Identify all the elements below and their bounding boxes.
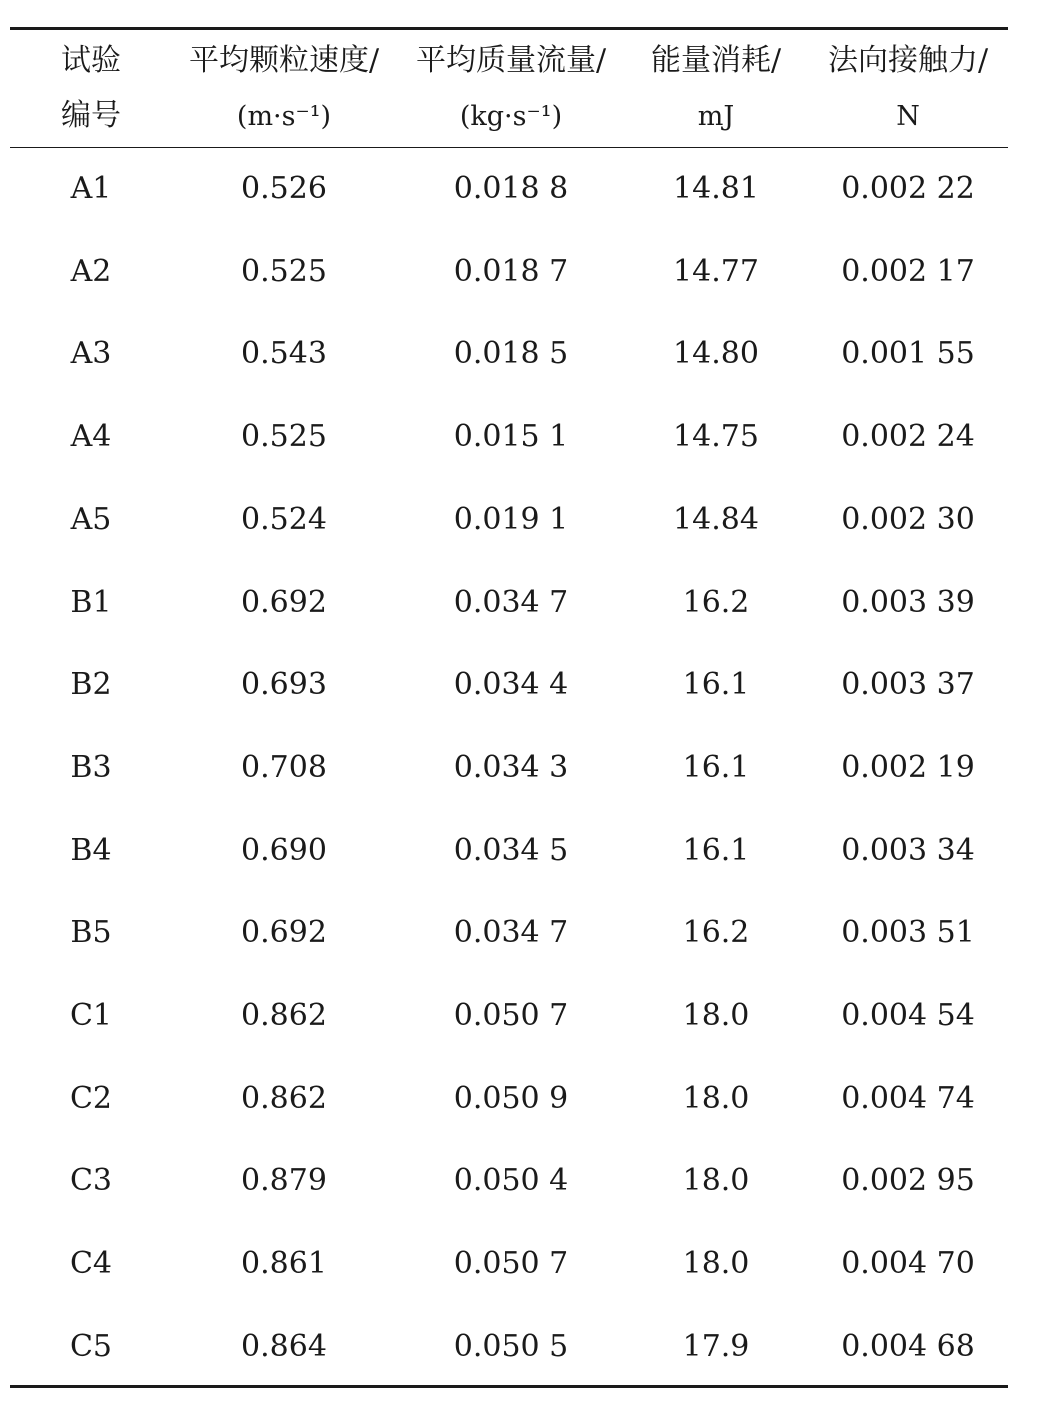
cell-particle-velocity: 0.862 <box>241 1081 327 1116</box>
header-particle-velocity-line1: 平均颗粒速度/ <box>188 43 380 78</box>
cell-particle-velocity: 0.525 <box>241 419 327 454</box>
cell-particle-velocity: 0.524 <box>241 502 327 537</box>
cell-normal-force: 0.003 37 <box>841 667 975 702</box>
header-mass-flow-unit: (kg·s⁻¹) <box>459 101 563 132</box>
cell-normal-force: 0.002 22 <box>841 171 975 206</box>
cell-mass-flow: 0.050 4 <box>453 1163 569 1198</box>
cell-test-id: A5 <box>70 502 112 537</box>
cell-mass-flow: 0.015 1 <box>453 419 569 454</box>
header-energy-line1: 能量消耗/ <box>650 43 782 78</box>
header-normal-force-unit: N <box>896 101 920 132</box>
cell-particle-velocity: 0.861 <box>241 1246 327 1281</box>
cell-normal-force: 0.002 24 <box>841 419 975 454</box>
header-mass-flow-line1: 平均质量流量/ <box>415 43 607 78</box>
cell-normal-force: 0.002 17 <box>841 254 975 289</box>
cell-energy: 14.75 <box>673 419 759 454</box>
cell-test-id: A3 <box>70 336 112 371</box>
cell-mass-flow: 0.034 7 <box>453 585 569 620</box>
cell-particle-velocity: 0.879 <box>241 1163 327 1198</box>
header-test-id-line1: 试验 <box>61 43 121 78</box>
cell-particle-velocity: 0.864 <box>241 1329 327 1364</box>
cell-energy: 16.2 <box>682 585 750 620</box>
cell-normal-force: 0.003 34 <box>841 833 975 868</box>
table-bottom-rule <box>10 1385 1008 1388</box>
cell-particle-velocity: 0.692 <box>241 915 327 950</box>
header-energy-unit: mJ <box>697 101 735 132</box>
cell-energy: 18.0 <box>682 1081 750 1116</box>
cell-mass-flow: 0.034 4 <box>453 667 569 702</box>
cell-test-id: B4 <box>70 833 112 868</box>
cell-particle-velocity: 0.708 <box>241 750 327 785</box>
cell-test-id: B2 <box>70 667 112 702</box>
cell-mass-flow: 0.034 7 <box>453 915 569 950</box>
cell-energy: 17.9 <box>682 1329 750 1364</box>
cell-test-id: B1 <box>70 585 112 620</box>
cell-mass-flow: 0.050 5 <box>453 1329 569 1364</box>
cell-normal-force: 0.002 95 <box>841 1163 975 1198</box>
cell-normal-force: 0.002 30 <box>841 502 975 537</box>
cell-test-id: C2 <box>69 1081 113 1116</box>
header-particle-velocity-unit: (m·s⁻¹) <box>236 101 332 132</box>
cell-energy: 18.0 <box>682 998 750 1033</box>
cell-mass-flow: 0.019 1 <box>453 502 569 537</box>
cell-energy: 16.1 <box>682 750 750 785</box>
cell-energy: 14.80 <box>673 336 759 371</box>
cell-test-id: C3 <box>69 1163 113 1198</box>
cell-energy: 14.77 <box>673 254 759 289</box>
cell-normal-force: 0.004 70 <box>841 1246 975 1281</box>
cell-mass-flow: 0.050 9 <box>453 1081 569 1116</box>
cell-test-id: C5 <box>69 1329 113 1364</box>
cell-test-id: B5 <box>70 915 112 950</box>
cell-energy: 14.84 <box>673 502 759 537</box>
cell-normal-force: 0.004 54 <box>841 998 975 1033</box>
header-test-id-line2: 编号 <box>61 98 121 133</box>
cell-energy: 18.0 <box>682 1246 750 1281</box>
cell-energy: 14.81 <box>673 171 759 206</box>
cell-normal-force: 0.003 39 <box>841 585 975 620</box>
cell-energy: 16.2 <box>682 915 750 950</box>
table-top-rule <box>10 27 1008 30</box>
cell-energy: 16.1 <box>682 667 750 702</box>
cell-normal-force: 0.004 68 <box>841 1329 975 1364</box>
cell-normal-force: 0.001 55 <box>841 336 975 371</box>
header-normal-force-line1: 法向接触力/ <box>827 43 989 78</box>
cell-energy: 16.1 <box>682 833 750 868</box>
cell-particle-velocity: 0.693 <box>241 667 327 702</box>
cell-particle-velocity: 0.543 <box>241 336 327 371</box>
cell-test-id: B3 <box>70 750 112 785</box>
cell-particle-velocity: 0.862 <box>241 998 327 1033</box>
cell-normal-force: 0.002 19 <box>841 750 975 785</box>
cell-normal-force: 0.004 74 <box>841 1081 975 1116</box>
cell-mass-flow: 0.018 8 <box>453 171 569 206</box>
cell-particle-velocity: 0.525 <box>241 254 327 289</box>
cell-mass-flow: 0.034 3 <box>453 750 569 785</box>
cell-test-id: C4 <box>69 1246 113 1281</box>
cell-test-id: A1 <box>70 171 112 206</box>
cell-mass-flow: 0.050 7 <box>453 1246 569 1281</box>
cell-energy: 18.0 <box>682 1163 750 1198</box>
cell-mass-flow: 0.034 5 <box>453 833 569 868</box>
cell-test-id: C1 <box>69 998 113 1033</box>
cell-mass-flow: 0.018 7 <box>453 254 569 289</box>
cell-normal-force: 0.003 51 <box>841 915 975 950</box>
table-header-rule <box>10 147 1008 148</box>
cell-test-id: A2 <box>70 254 112 289</box>
cell-particle-velocity: 0.692 <box>241 585 327 620</box>
cell-mass-flow: 0.050 7 <box>453 998 569 1033</box>
cell-particle-velocity: 0.690 <box>241 833 327 868</box>
cell-mass-flow: 0.018 5 <box>453 336 569 371</box>
cell-particle-velocity: 0.526 <box>241 171 327 206</box>
cell-test-id: A4 <box>70 419 112 454</box>
